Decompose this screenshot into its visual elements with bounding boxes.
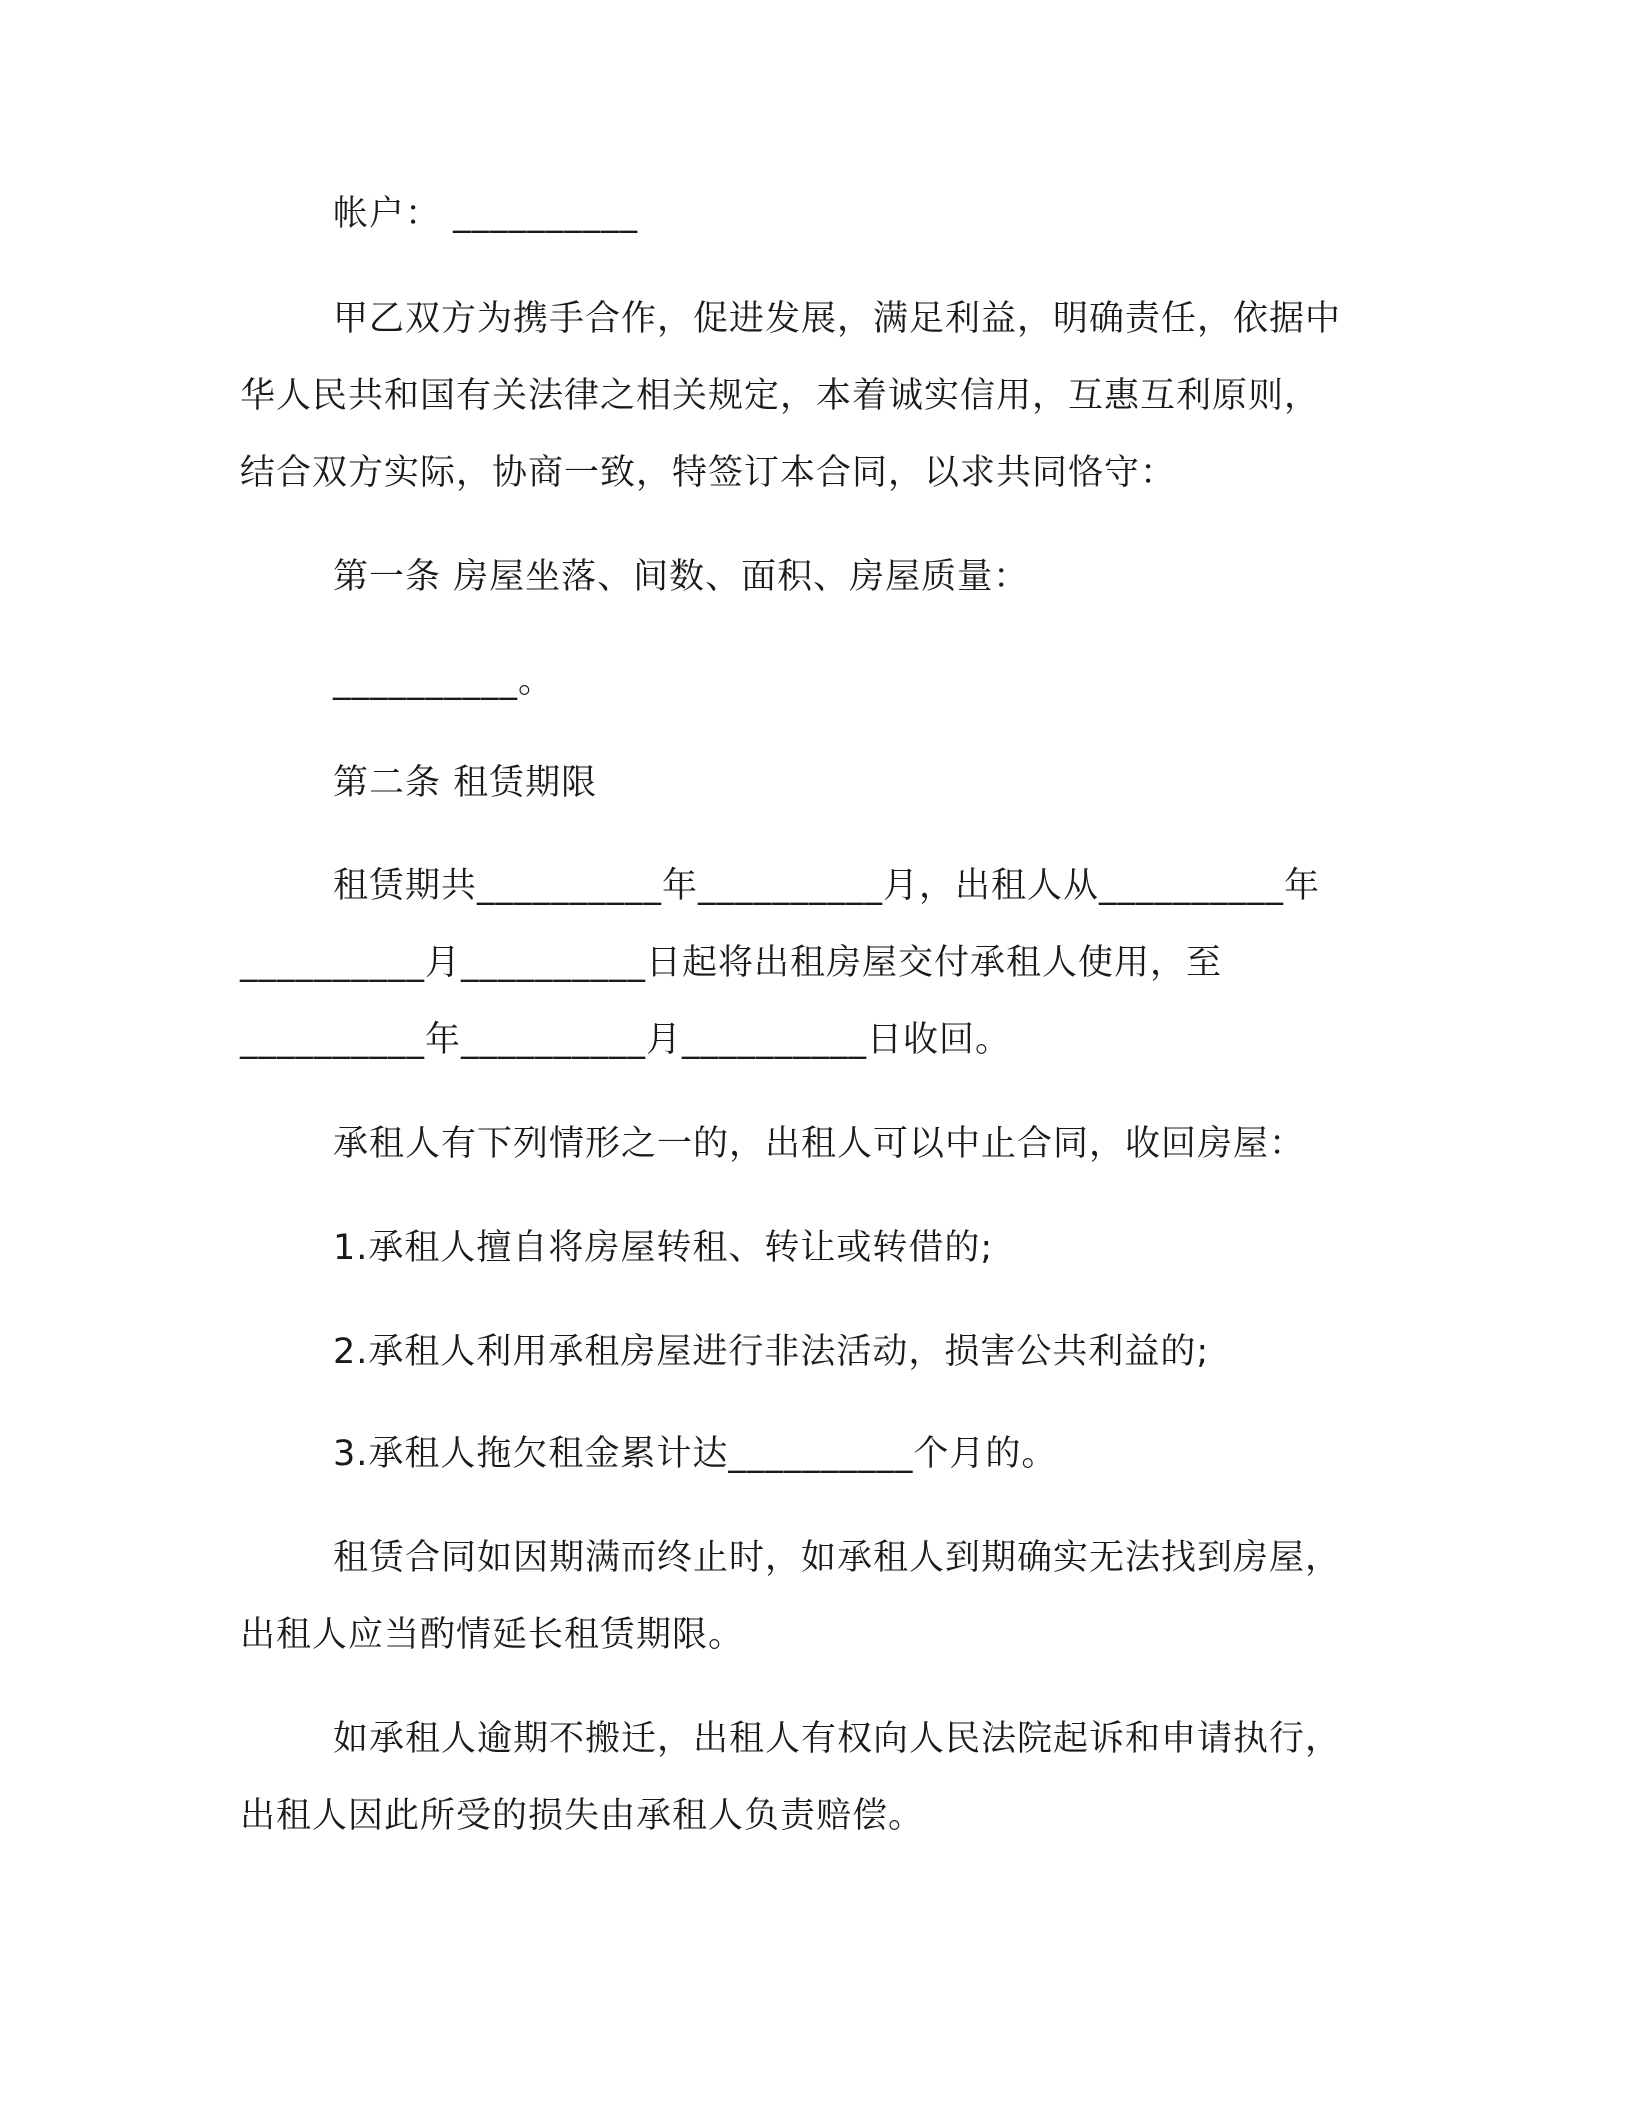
paragraph-line: 甲乙双方为携手合作，促进发展，满足利益，明确责任，依据中 [333, 299, 1342, 339]
paragraph-line: 华人民共和国有关法律之相关规定，本着诚实信用，互惠互利原则， [240, 376, 1321, 416]
paragraph-line: 如承租人逾期不搬迁，出租人有权向人民法院起诉和申请执行， [333, 1719, 1342, 1759]
paragraph-line: 结合双方实际，协商一致，特签订本合同，以求共同恪守： [240, 453, 1177, 493]
paragraph-line: 3.承租人拖欠租金累计达__________个月的。 [333, 1434, 1058, 1474]
paragraph-line: 第二条 租赁期限 [333, 763, 598, 803]
paragraph-line: 出租人因此所受的损失由承租人负责赔偿。 [240, 1796, 925, 1836]
paragraph-line: 承租人有下列情形之一的，出租人可以中止合同，收回房屋： [333, 1124, 1306, 1164]
paragraph-line: __________。 [333, 661, 555, 701]
paragraph-line: 出租人应当酌情延长租赁期限。 [240, 1615, 745, 1655]
paragraph-line: __________月__________日起将出租房屋交付承租人使用，至 [240, 943, 1223, 983]
paragraph-line: 1.承租人擅自将房屋转租、转让或转借的; [333, 1228, 994, 1268]
paragraph-line: __________年__________月__________日收回。 [240, 1020, 1012, 1060]
paragraph-line: 租赁合同如因期满而终止时，如承租人到期确实无法找到房屋， [333, 1538, 1342, 1578]
paragraph-line: 租赁期共__________年__________月，出租人从__________年 [333, 866, 1321, 906]
paragraph-line: 第一条 房屋坐落、间数、面积、房屋质量： [333, 557, 1030, 597]
paragraph-line: 帐户： __________ [333, 194, 639, 234]
paragraph-line: 2.承租人利用承租房屋进行非法活动，损害公共利益的; [333, 1332, 1210, 1372]
